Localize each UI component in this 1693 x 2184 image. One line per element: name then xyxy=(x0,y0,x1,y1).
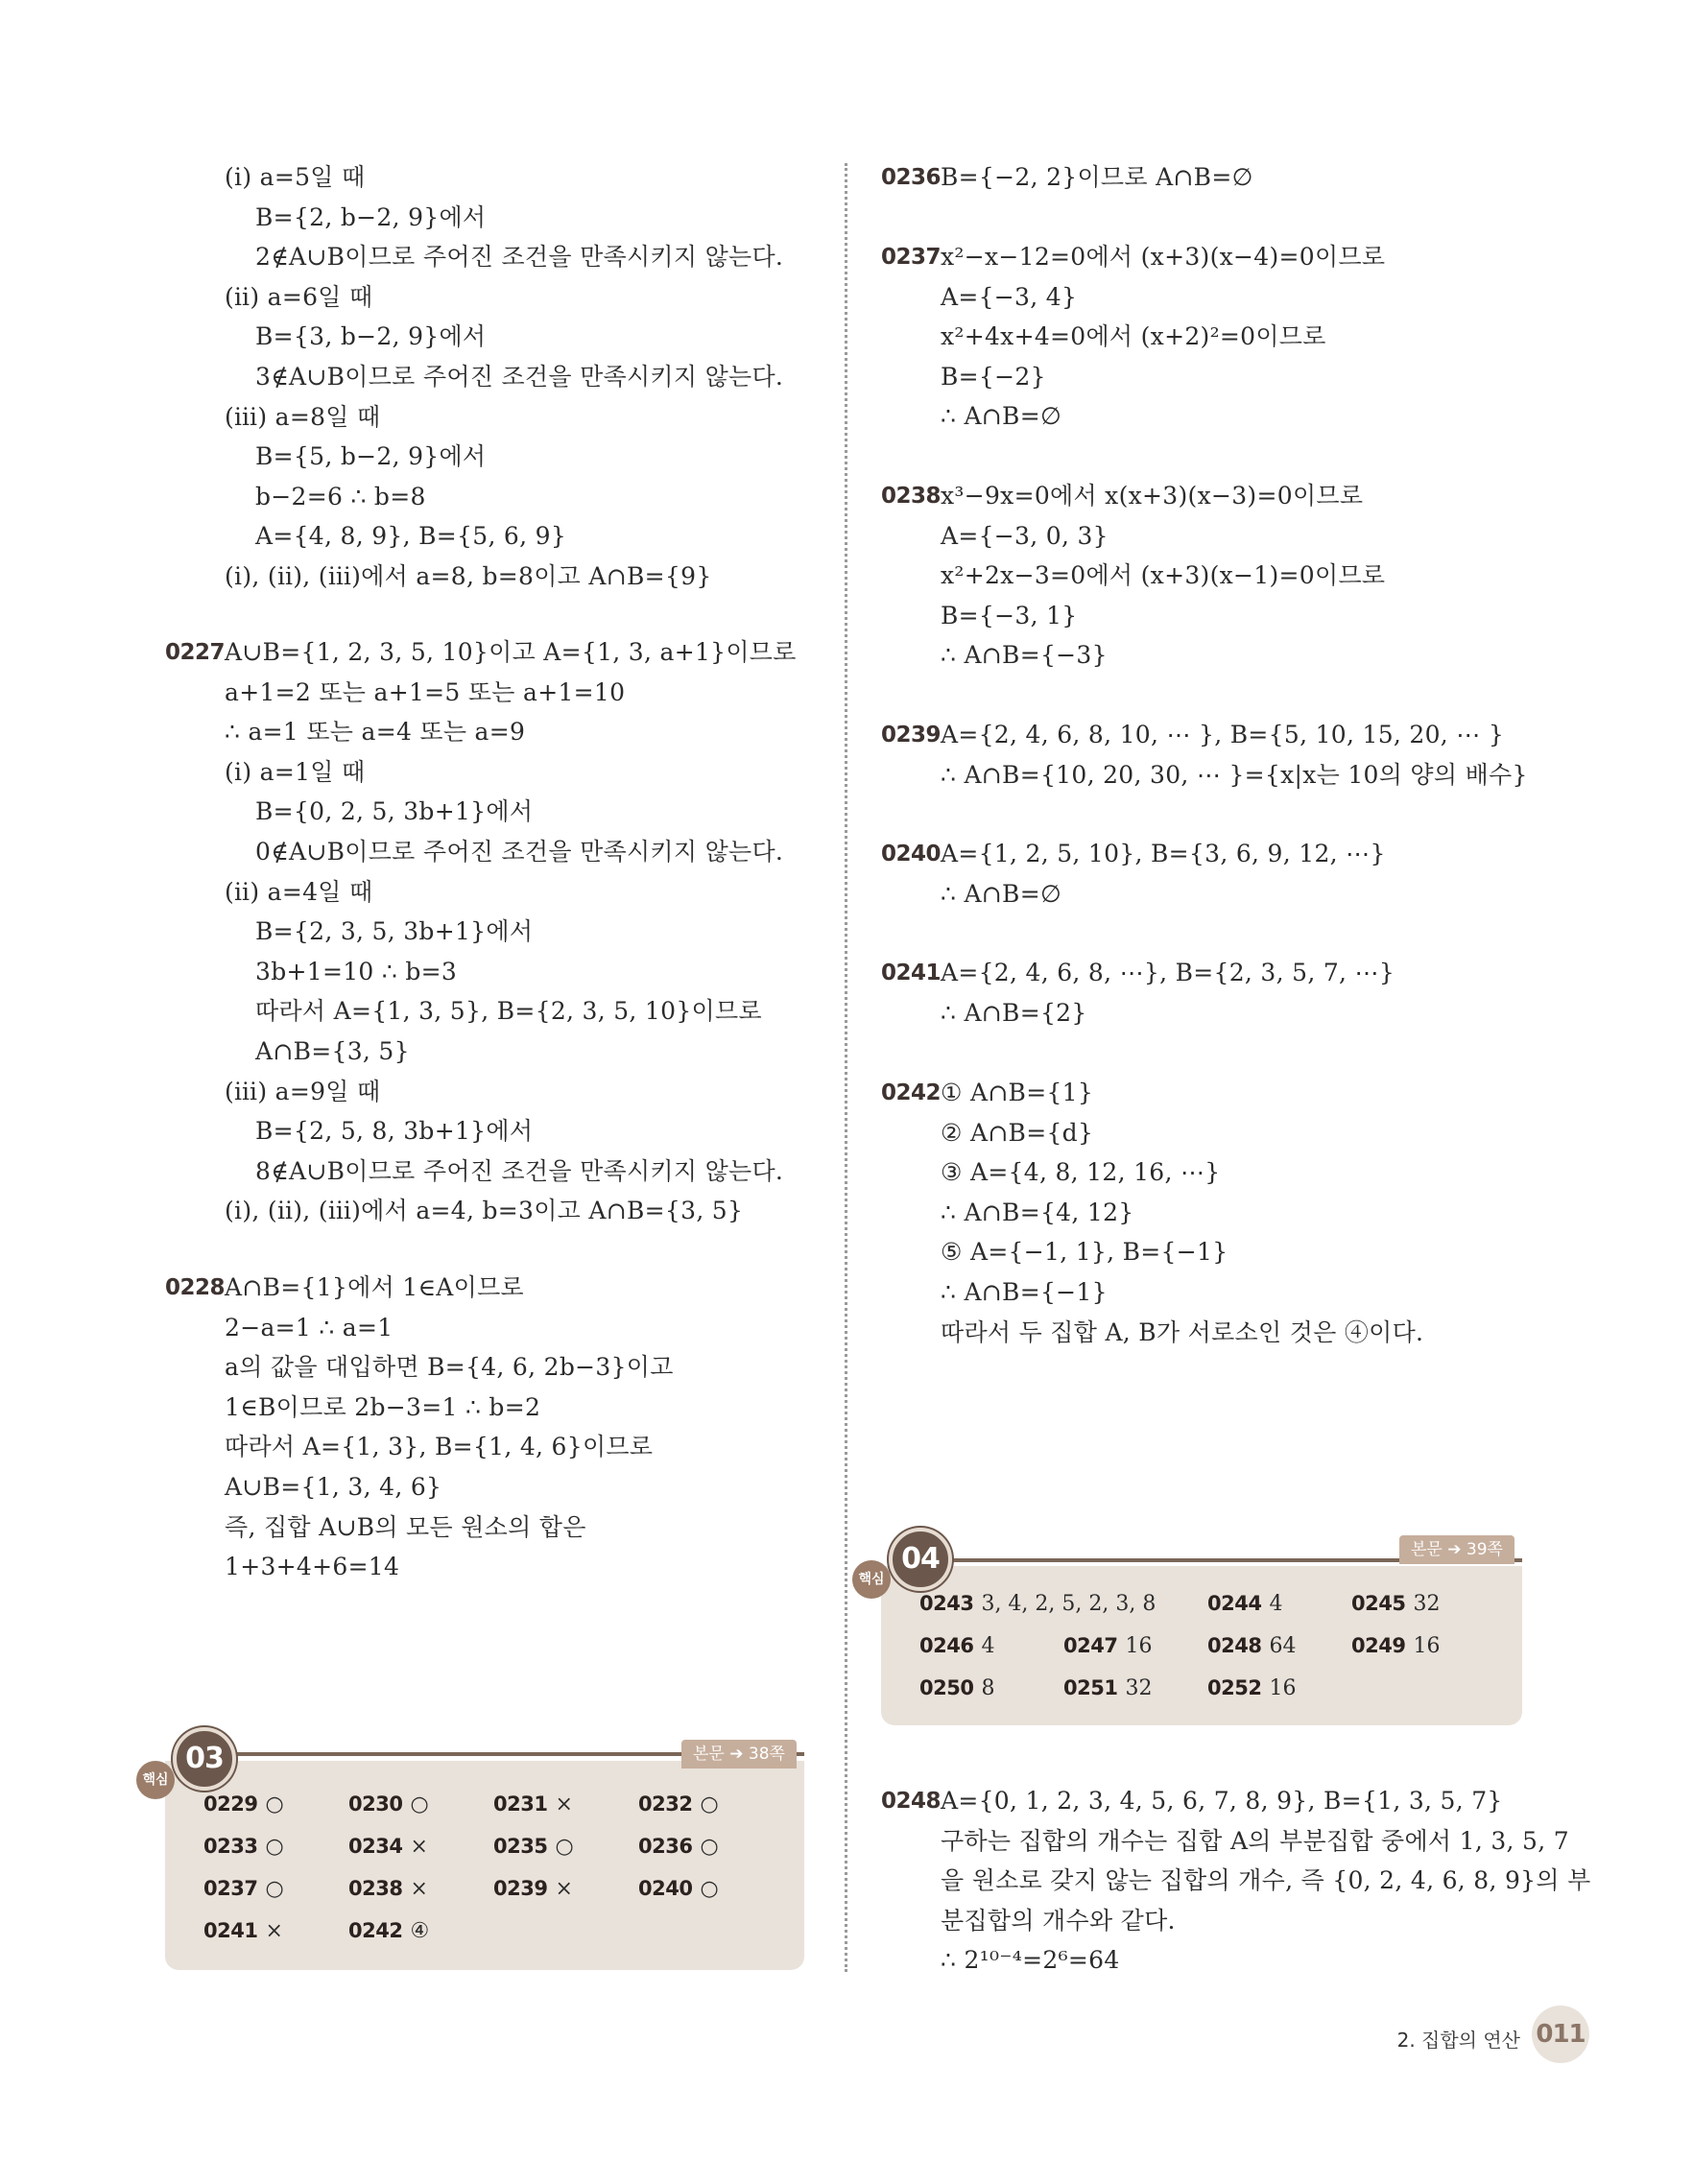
answer-value: ○ xyxy=(555,1835,574,1859)
solution-line: A={0, 1, 2, 3, 4, 5, 6, 7, 8, 9}, B={1, 3, 5, 7} xyxy=(941,1787,1503,1815)
answer-value: 3, 4, 2, 5, 2, 3, 8 xyxy=(981,1592,1156,1616)
answer-value: 16 xyxy=(1125,1634,1153,1658)
answer-value: 32 xyxy=(1413,1592,1441,1616)
solution-line: (ⅱ) a=4일 때 xyxy=(225,877,373,906)
solution-line: ∴ A∩B={2} xyxy=(941,998,1087,1027)
answer-number: 0251 xyxy=(1063,1676,1118,1699)
answer-item xyxy=(348,1832,428,1862)
answer-value: 16 xyxy=(1413,1634,1441,1658)
solution-line: ∴ a=1 또는 a=4 또는 a=9 xyxy=(225,718,526,747)
problem-number: 0238 xyxy=(881,484,942,509)
answer-item xyxy=(203,1790,284,1819)
solution-line: (ⅲ) a=8일 때 xyxy=(225,402,381,431)
solution-line: (ⅰ) a=5일 때 xyxy=(225,163,366,191)
answer-number: 0237 xyxy=(203,1877,258,1900)
solution-line: (ⅰ), (ⅱ), (ⅲ)에서 a=8, b=8이고 A∩B={9} xyxy=(225,562,712,590)
answer-box-04-badge: 04 xyxy=(889,1528,952,1591)
answer-number: 0243 xyxy=(919,1592,974,1615)
answer-item xyxy=(1207,1631,1296,1661)
solution-line: 즉, 집합 A∪B의 모든 원소의 합은 xyxy=(225,1512,586,1541)
answer-item xyxy=(919,1631,994,1661)
answer-number: 0235 xyxy=(493,1835,548,1858)
solution-line: x³−9x=0에서 x(x+3)(x−3)=0이므로 xyxy=(941,482,1364,510)
answer-item xyxy=(1063,1631,1152,1661)
solution-line: A={−3, 0, 3} xyxy=(941,521,1109,550)
solution-line: 따라서 두 집합 A, B가 서로소인 것은 ④이다. xyxy=(941,1318,1424,1346)
answer-number: 0246 xyxy=(919,1634,974,1657)
solution-line: (ⅰ), (ⅱ), (ⅲ)에서 a=4, b=3이고 A∩B={3, 5} xyxy=(225,1197,744,1225)
answer-value: × xyxy=(410,1835,428,1859)
solution-line: A={1, 2, 5, 10}, B={3, 6, 9, 12, ⋯} xyxy=(941,840,1386,867)
solution-line: ∴ A∩B={−1} xyxy=(941,1278,1108,1306)
solution-line: B={0, 2, 5, 3b+1}에서 xyxy=(255,797,534,826)
solution-line: b−2=6 ∴ b=8 xyxy=(255,482,426,510)
answer-number: 0232 xyxy=(638,1792,693,1816)
solution-line: (ⅰ) a=1일 때 xyxy=(225,757,366,786)
answer-number: 0239 xyxy=(493,1877,548,1900)
core-label: 핵심 xyxy=(136,1761,175,1799)
answer-value: ○ xyxy=(700,1877,719,1901)
answer-number: 0249 xyxy=(1351,1634,1406,1657)
answer-number: 0231 xyxy=(493,1792,548,1816)
answer-value: 16 xyxy=(1269,1676,1297,1700)
solution-line: ∴ A∩B={4, 12} xyxy=(941,1198,1134,1226)
answer-number: 0230 xyxy=(348,1792,403,1816)
solution-line: 8∉A∪B이므로 주어진 조건을 만족시키지 않는다. xyxy=(255,1156,784,1185)
answer-value: ○ xyxy=(265,1792,284,1816)
solution-line: B={2, 3, 5, 3b+1}에서 xyxy=(255,917,534,946)
solution-line: A∩B={1}에서 1∈A이므로 xyxy=(225,1273,525,1301)
answer-value: 8 xyxy=(981,1676,995,1700)
solution-line: A∩B={3, 5} xyxy=(255,1037,410,1065)
answer-item xyxy=(203,1874,284,1904)
solution-line: B={−2} xyxy=(941,362,1046,391)
answer-value: ○ xyxy=(700,1835,719,1859)
answer-value: 4 xyxy=(1269,1592,1283,1616)
answer-item xyxy=(638,1874,719,1904)
answer-box-04-ref: 본문 ➔ 39쪽 xyxy=(1399,1535,1514,1564)
answer-number: 0242 xyxy=(348,1919,403,1942)
solution-line: 1∈B이므로 2b−3=1 ∴ b=2 xyxy=(225,1392,541,1421)
answer-value: × xyxy=(555,1877,573,1901)
solution-line: 2∉A∪B이므로 주어진 조건을 만족시키지 않는다. xyxy=(255,243,784,272)
answer-number: 0252 xyxy=(1207,1676,1262,1699)
problem-number: 0241 xyxy=(881,961,942,985)
answer-item xyxy=(493,1874,573,1904)
answer-number: 0240 xyxy=(638,1877,693,1900)
answer-item xyxy=(1351,1589,1440,1619)
solution-line: 0∉A∪B이므로 주어진 조건을 만족시키지 않는다. xyxy=(255,838,784,866)
answer-value: 64 xyxy=(1269,1634,1297,1658)
answer-value: ④ xyxy=(410,1919,430,1943)
problem-number: 0240 xyxy=(881,842,942,866)
solution-line: B={5, b−2, 9}에서 xyxy=(255,442,487,471)
solution-line: x²−x−12=0에서 (x+3)(x−4)=0이므로 xyxy=(941,243,1386,271)
solution-line: ∴ A∩B={−3} xyxy=(941,641,1108,670)
solution-line: x²+2x−3=0에서 (x+3)(x−1)=0이므로 xyxy=(941,561,1386,590)
answer-item xyxy=(1207,1674,1296,1703)
problem-number: 0237 xyxy=(881,245,942,270)
answer-item xyxy=(348,1916,429,1946)
answer-value: ○ xyxy=(265,1835,284,1859)
solution-line: B={2, b−2, 9}에서 xyxy=(255,202,487,231)
answer-number: 0233 xyxy=(203,1835,258,1858)
answer-item xyxy=(493,1790,573,1819)
answer-item xyxy=(1351,1631,1440,1661)
solution-line: 구하는 집합의 개수는 집합 A의 부분집합 중에서 1, 3, 5, 7 xyxy=(941,1826,1569,1855)
solution-line: 3b+1=10 ∴ b=3 xyxy=(255,957,458,985)
answer-item xyxy=(348,1790,429,1819)
chapter-title: 2. 집합의 연산 xyxy=(1396,2029,1520,2052)
solution-line: ∴ A∩B=∅ xyxy=(941,879,1062,908)
answer-item xyxy=(1207,1589,1282,1619)
problem-number: 0236 xyxy=(881,165,942,190)
answer-item xyxy=(203,1832,284,1862)
answer-value: × xyxy=(410,1877,428,1901)
solution-line: ∴ A∩B={10, 20, 30, ⋯ }={x|x는 10의 양의 배수} xyxy=(941,760,1528,789)
answer-number: 0234 xyxy=(348,1835,403,1858)
solution-line: 을 원소로 갖지 않는 집합의 개수, 즉 {0, 2, 4, 6, 8, 9}의 부 xyxy=(941,1866,1591,1895)
answer-number: 0247 xyxy=(1063,1634,1118,1657)
answer-value: ○ xyxy=(410,1792,429,1816)
solution-line: ② A∩B={d} xyxy=(941,1118,1094,1147)
answer-number: 0236 xyxy=(638,1835,693,1858)
answer-item xyxy=(919,1674,994,1703)
problem-number: 0239 xyxy=(881,723,942,748)
solution-line: 1+3+4+6=14 xyxy=(225,1553,400,1581)
answer-number: 0244 xyxy=(1207,1592,1262,1615)
solution-line: ∴ A∩B=∅ xyxy=(941,402,1062,431)
answer-number: 0248 xyxy=(1207,1634,1262,1657)
problem-number: 0242 xyxy=(881,1080,942,1105)
answer-value: ○ xyxy=(700,1792,719,1816)
page-number: 011 xyxy=(1532,2006,1589,2063)
problem-number: 0248 xyxy=(881,1789,942,1814)
problem-number: 0228 xyxy=(165,1275,226,1300)
solution-line: (ⅲ) a=9일 때 xyxy=(225,1077,381,1105)
solution-line: A={−3, 4} xyxy=(941,282,1078,311)
answer-value: × xyxy=(555,1792,573,1816)
solution-line: A={4, 8, 9}, B={5, 6, 9} xyxy=(255,522,567,551)
solution-line: 따라서 A={1, 3}, B={1, 4, 6}이므로 xyxy=(225,1433,654,1461)
answer-item xyxy=(493,1832,574,1862)
solution-line: ⑤ A={−1, 1}, B={−1} xyxy=(941,1238,1228,1267)
answer-item xyxy=(919,1589,1156,1619)
core-label: 핵심 xyxy=(852,1560,891,1599)
answer-number: 0250 xyxy=(919,1676,974,1699)
solution-line: (ⅱ) a=6일 때 xyxy=(225,282,373,311)
solution-line: B={2, 5, 8, 3b+1}에서 xyxy=(255,1117,534,1146)
solution-line: A∪B={1, 2, 3, 5, 10}이고 A={1, 3, a+1}이므로 xyxy=(225,638,797,666)
solution-line: ① A∩B={1} xyxy=(941,1079,1094,1106)
solution-line: 따라서 A={1, 3, 5}, B={2, 3, 5, 10}이므로 xyxy=(255,997,762,1026)
answer-value: ○ xyxy=(265,1877,284,1901)
solution-line: B={−3, 1} xyxy=(941,601,1078,629)
solution-line: B={3, b−2, 9}에서 xyxy=(255,322,487,351)
solution-line: 2−a=1 ∴ a=1 xyxy=(225,1313,393,1341)
answer-value: 32 xyxy=(1125,1676,1153,1700)
answer-item xyxy=(348,1874,428,1904)
column-divider xyxy=(845,163,847,1972)
answer-number: 0245 xyxy=(1351,1592,1406,1615)
solution-line: ∴ 2¹⁰⁻⁴=2⁶=64 xyxy=(941,1946,1120,1975)
answer-box-03-badge: 03 xyxy=(173,1727,236,1791)
solution-line: a+1=2 또는 a+1=5 또는 a+1=10 xyxy=(225,677,626,706)
solution-line: A={2, 4, 6, 8, 10, ⋯ }, B={5, 10, 15, 20, ⋯ } xyxy=(941,721,1505,748)
solution-line: ③ A={4, 8, 12, 16, ⋯} xyxy=(941,1158,1221,1187)
solution-line: 분집합의 개수와 같다. xyxy=(941,1906,1176,1935)
solution-line: a의 값을 대입하면 B={4, 6, 2b−3}이고 xyxy=(225,1353,674,1382)
answer-number: 0229 xyxy=(203,1792,258,1816)
answer-item xyxy=(203,1916,283,1946)
solution-line: A={2, 4, 6, 8, ⋯}, B={2, 3, 5, 7, ⋯} xyxy=(941,959,1395,986)
problem-number: 0227 xyxy=(165,640,226,665)
answer-value: 4 xyxy=(981,1634,995,1658)
answer-item xyxy=(638,1832,719,1862)
solution-line: A∪B={1, 3, 4, 6} xyxy=(225,1473,442,1501)
answer-number: 0238 xyxy=(348,1877,403,1900)
answer-box-03-ref: 본문 ➔ 38쪽 xyxy=(681,1740,797,1769)
answer-number: 0241 xyxy=(203,1919,258,1942)
answer-value: × xyxy=(265,1919,283,1943)
solution-line: 3∉A∪B이므로 주어진 조건을 만족시키지 않는다. xyxy=(255,363,784,391)
answer-item xyxy=(1063,1674,1152,1703)
solution-line: x²+4x+4=0에서 (x+2)²=0이므로 xyxy=(941,322,1326,351)
answer-item xyxy=(638,1790,719,1819)
solution-line: B={−2, 2}이므로 A∩B=∅ xyxy=(941,163,1253,191)
